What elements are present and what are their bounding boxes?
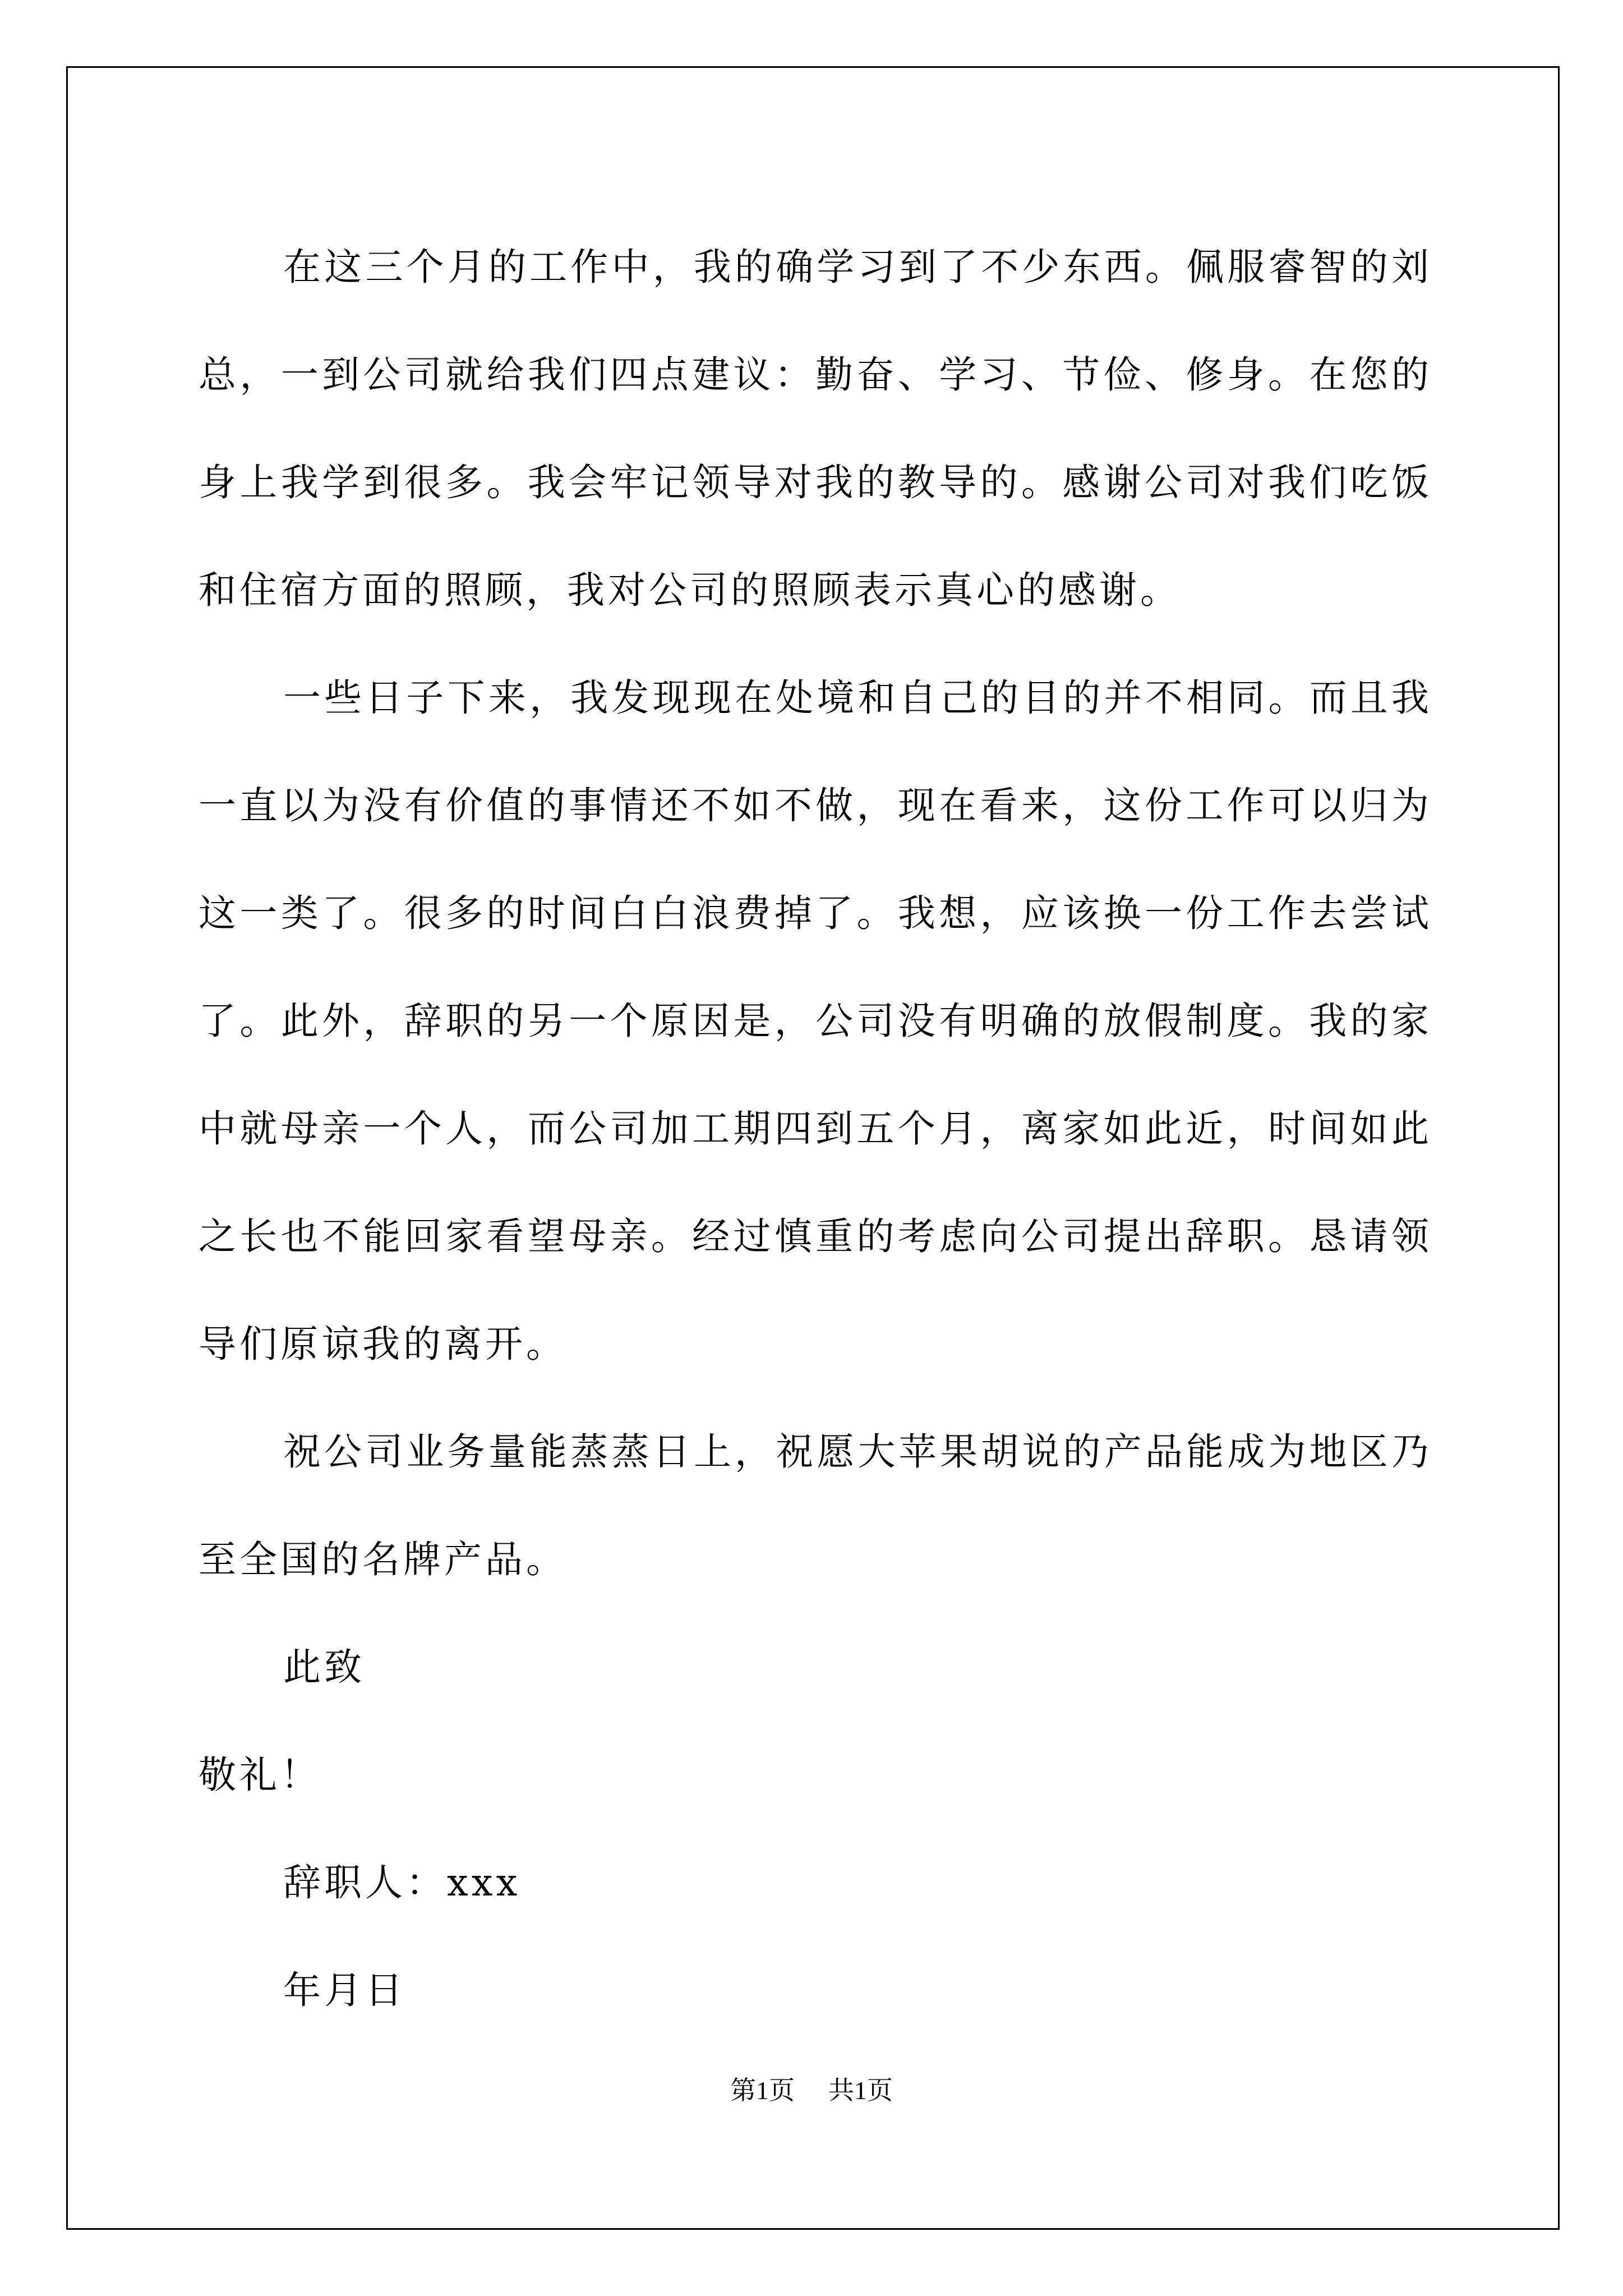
page-footer (0, 2070, 1623, 2107)
signature-line: 辞职人：xxx (283, 1861, 521, 1904)
paragraph-3: 祝公司业务量能蒸蒸日上，祝愿大苹果胡说的产品能成为地区乃至全国的名牌产品。 (199, 1430, 1432, 1581)
paragraph-1: 在这三个月的工作中，我的确学习到了不少东西。佩服睿智的刘总，一到公司就给我们四点建议：勤奋、学习、节俭、修身。在您的身上我学到很多。我会牢记领导对我的教导的。感谢公司对我们吃饭和住宿方面的照顾，我对公司的照顾表示真心的感谢。 (199, 245, 1432, 612)
date-line: 年月日 (283, 1968, 406, 2012)
paragraph-2: 一些日子下来，我发现现在处境和自己的目的并不相同。而且我一直以为没有价值的事情还不如不做，现在看来，这份工作可以归为这一类了。很多的时间白白浪费掉了。我想，应该换一份工作去尝试了。此外，辞职的另一个原因是，公司没有明确的放假制度。我的家中就母亲一个人，而公司加工期四到五个月，离家如此近，时间如此之长也不能回家看望母亲。经过慎重的考虑向公司提出辞职。恳请领导们原谅我的离开。 (199, 676, 1432, 1366)
salute-text: 敬礼！ (199, 1753, 321, 1797)
page-total: 共1页 (828, 2076, 893, 2105)
closing-text: 此致 (283, 1645, 365, 1689)
page-number: 第1页 (730, 2076, 795, 2105)
letter-body (199, 213, 1432, 2044)
